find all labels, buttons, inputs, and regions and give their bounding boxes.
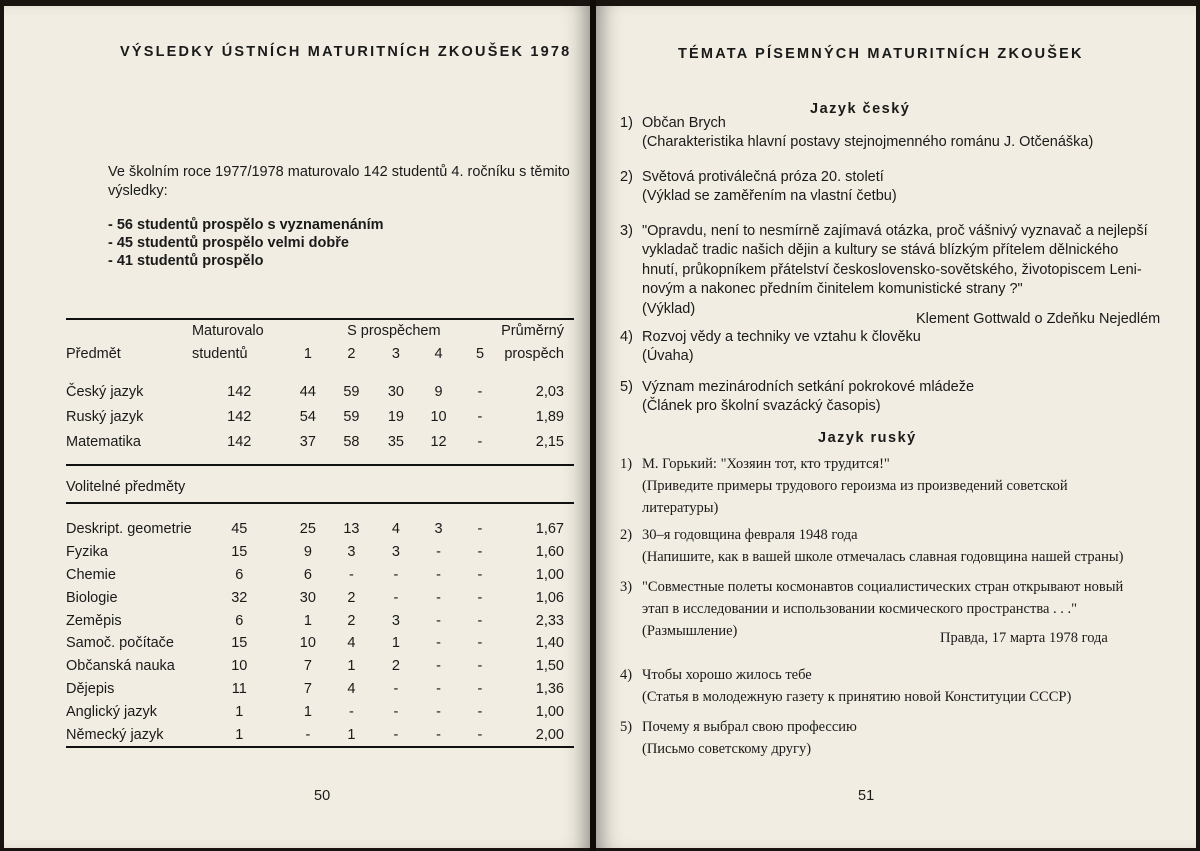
czech-item-line: "Opravdu, není to nesmírně zajímavá otázka, proč vášnivý vyznavač a nejlepší <box>642 223 1148 239</box>
grade-cell: - <box>436 589 441 606</box>
grade-cell: - <box>393 589 399 606</box>
intro-line-1: Ve školním roce 1977/1978 maturovalo 142 studentů 4. ročníku s těmito <box>108 164 570 180</box>
subject-cell: Zeměpis <box>66 612 122 629</box>
subject-cell: Deskript. geometrie <box>66 521 192 538</box>
graduated-cell: 1 <box>235 703 244 720</box>
russian-item-number: 1) <box>620 456 633 472</box>
average-cell: 1,06 <box>535 589 564 606</box>
russian-item-line: (Письмо советскому другу) <box>642 741 812 757</box>
average-cell: 2,03 <box>535 383 564 400</box>
russian-attribution: Правда, 17 марта 1978 года <box>940 630 1108 646</box>
czech-item-number: 5) <box>620 379 633 395</box>
czech-item-line: vykladač tradic našich dějin a kultury se stává blízkým přítelem dělnického <box>642 242 1119 259</box>
graduated-cell: 6 <box>235 612 244 629</box>
czech-item-line: (Úvaha) <box>642 348 694 365</box>
czech-attribution: Klement Gottwald o Zdeňku Nejedlém <box>916 311 1161 327</box>
table-row <box>66 541 574 564</box>
grade-cell: - <box>477 433 483 450</box>
russian-item-line: (Размышление) <box>642 623 738 639</box>
grade-cell: 1 <box>391 635 400 652</box>
grade-cell: 10 <box>430 408 447 425</box>
header-grade-1: 1 <box>303 345 312 362</box>
russian-item-line: 30–я годовщина февраля 1948 года <box>642 527 858 543</box>
grade-cell: 7 <box>303 680 312 697</box>
czech-item-line: hnutí, průkopníkem přátelství československo-sovětského, životopiscem Leni- <box>642 261 1142 278</box>
table-row <box>66 678 574 701</box>
grade-cell: - <box>477 521 483 538</box>
grade-cell: - <box>436 566 441 583</box>
czech-item-line: (Charakteristika hlavní postavy stejnojmenného románu J. Otčenáška) <box>642 134 1094 151</box>
grade-cell: - <box>393 566 399 583</box>
czech-item-line: (Výklad se zaměřením na vlastní četbu) <box>642 188 897 205</box>
grade-cell: 1 <box>303 703 312 720</box>
czech-item-line: (Výklad) <box>642 300 696 317</box>
header-grade-2: 2 <box>347 345 356 362</box>
grade-cell: 4 <box>391 521 400 538</box>
grade-cell: - <box>393 680 399 697</box>
grade-cell: 3 <box>347 544 356 561</box>
czech-item-line: (Článek pro školní svazácký časopis) <box>642 398 881 415</box>
grade-cell: 2 <box>347 612 356 629</box>
grade-cell: - <box>393 703 399 720</box>
czech-item-number: 1) <box>620 115 633 131</box>
russian-item-line: М. Горький: "Хозяин тот, кто трудится!" <box>642 456 890 472</box>
table-row <box>66 700 574 723</box>
average-cell: 1,50 <box>535 658 564 675</box>
russian-item-number: 2) <box>620 527 633 543</box>
russian-item-line: этап в исследовании и использовании космического пространства . . ." <box>642 601 1078 617</box>
page-number-50: 50 <box>314 788 331 804</box>
subject-cell: Český jazyk <box>66 383 144 400</box>
grade-cell: - <box>436 612 441 629</box>
grade-cell: - <box>436 680 441 697</box>
table-row <box>66 379 574 404</box>
czech-item-number: 2) <box>620 169 633 185</box>
grade-cell: - <box>477 612 483 629</box>
grade-cell: - <box>477 566 483 583</box>
czech-item-line: novým a nakonec předním činitelem komunistické strany ?" <box>642 281 1023 298</box>
grade-cell: 1 <box>347 658 356 675</box>
left-page <box>4 6 590 848</box>
subject-cell: Německý jazyk <box>66 726 164 743</box>
average-cell: 1,00 <box>535 566 564 583</box>
grade-cell: 30 <box>299 589 316 606</box>
table-row <box>66 404 574 429</box>
subject-cell: Dějepis <box>66 680 115 697</box>
russian-item-line: "Совместные полеты космонавтов социалистических стран открывают новый <box>642 579 1124 595</box>
page-number-51: 51 <box>858 788 875 804</box>
grade-cell: 58 <box>343 433 360 450</box>
table-row <box>66 429 574 454</box>
average-cell: 2,33 <box>535 612 564 629</box>
table-row <box>66 518 574 541</box>
average-cell: 1,89 <box>535 408 564 425</box>
russian-item-line: (Приведите примеры трудового героизма из произведений советской <box>642 478 1068 494</box>
grade-cell: 6 <box>303 566 312 583</box>
grade-cell: 2 <box>347 589 356 606</box>
grade-cell: 25 <box>299 521 316 538</box>
grade-cell: - <box>349 566 354 583</box>
grade-cell: 3 <box>434 521 443 538</box>
header-grade-3: 3 <box>391 345 400 362</box>
grade-cell: 9 <box>434 383 443 400</box>
grade-cell: 12 <box>430 433 447 450</box>
left-page-title: VÝSLEDKY ÚSTNÍCH MATURITNÍCH ZKOUŠEK 1978 <box>120 44 572 60</box>
graduated-cell: 45 <box>231 521 248 538</box>
grade-cell: - <box>477 680 483 697</box>
graduated-cell: 15 <box>231 544 248 561</box>
russian-item-line: (Статья в молодежную газету к принятию новой Конституции СССР) <box>642 689 1072 705</box>
russian-section-heading: Jazyk ruský <box>818 430 917 446</box>
subject-cell: Chemie <box>66 566 116 583</box>
czech-item-number: 3) <box>620 223 633 239</box>
graduated-cell: 15 <box>231 635 248 652</box>
header-grades-title: S prospěchem <box>287 319 502 342</box>
czech-item-line: Rozvoj vědy a techniky ve vztahu k člověku <box>642 329 921 345</box>
czech-item-line: Světová protiválečná próza 20. století <box>642 169 884 185</box>
grade-cell: - <box>477 383 483 400</box>
summary-line-1: - 56 studentů prospělo s vyznamenáním <box>108 217 384 233</box>
grade-cell: - <box>477 703 483 720</box>
average-cell: 2,15 <box>535 433 564 450</box>
grade-cell: 7 <box>303 658 312 675</box>
grade-cell: 3 <box>391 612 400 629</box>
grade-cell: - <box>477 408 483 425</box>
grade-cell: - <box>436 544 441 561</box>
table-row <box>66 586 574 609</box>
grade-cell: 4 <box>347 635 356 652</box>
elective-heading: Volitelné předměty <box>66 465 574 503</box>
grade-cell: 54 <box>299 408 316 425</box>
grade-cell: - <box>477 658 483 675</box>
graduated-cell: 142 <box>227 383 252 400</box>
graduated-cell: 142 <box>227 433 252 450</box>
header-average-2: prospěch <box>504 345 564 362</box>
grade-cell: - <box>477 589 483 606</box>
subject-cell: Občanská nauka <box>66 658 175 675</box>
grade-cell: 3 <box>391 544 400 561</box>
header-grade-5: 5 <box>475 345 485 362</box>
header-graduated-2: studentů <box>191 345 248 362</box>
header-graduated-1: Maturovalo <box>192 319 287 342</box>
table-row <box>66 564 574 587</box>
grade-cell: 4 <box>347 680 356 697</box>
russian-item-number: 4) <box>620 667 633 683</box>
subject-cell: Anglický jazyk <box>66 703 158 720</box>
czech-section-heading: Jazyk český <box>810 101 911 117</box>
subject-cell: Fyzika <box>66 544 108 561</box>
grade-cell: - <box>477 635 483 652</box>
subject-cell: Matematika <box>66 433 141 450</box>
subject-cell: Samoč. počítače <box>66 635 174 652</box>
graduated-cell: 6 <box>235 566 244 583</box>
russian-item-number: 3) <box>620 579 633 595</box>
results-table <box>66 318 574 750</box>
header-subject: Předmět <box>66 345 121 362</box>
czech-item-number: 4) <box>620 329 633 345</box>
graduated-cell: 142 <box>227 408 252 425</box>
grade-cell: 1 <box>303 612 312 629</box>
grade-cell: - <box>349 703 354 720</box>
subject-cell: Ruský jazyk <box>66 408 144 425</box>
table-row <box>66 632 574 655</box>
average-cell: 1,67 <box>535 521 564 538</box>
grade-cell: - <box>436 658 441 675</box>
subject-cell: Biologie <box>66 589 118 606</box>
average-cell: 1,40 <box>535 635 564 652</box>
grade-cell: - <box>305 726 311 743</box>
russian-item-line: Почему я выбрал свою профессию <box>642 719 857 735</box>
grade-cell: 13 <box>343 521 360 538</box>
russian-item-number: 5) <box>620 719 633 735</box>
table-row <box>66 655 574 678</box>
czech-item-line: Občan Brych <box>642 115 726 131</box>
grade-cell: 9 <box>303 544 312 561</box>
summary-line-3: - 41 studentů prospělo <box>108 253 264 269</box>
right-page-title: TÉMATA PÍSEMNÝCH MATURITNÍCH ZKOUŠEK <box>678 46 1084 62</box>
header-average-1: Průměrný <box>501 319 574 342</box>
grade-cell: 35 <box>387 433 404 450</box>
graduated-cell: 1 <box>235 726 244 743</box>
intro-line-2: výsledky: <box>108 183 168 199</box>
grade-cell: - <box>477 544 483 561</box>
grade-cell: 1 <box>347 726 356 743</box>
header-grade-4: 4 <box>434 345 443 362</box>
russian-item-line: Чтобы хорошо жилось тебе <box>642 667 812 683</box>
grade-cell: 19 <box>387 408 404 425</box>
graduated-cell: 10 <box>231 658 248 675</box>
grade-cell: - <box>436 726 441 743</box>
grade-cell: 30 <box>387 383 404 400</box>
average-cell: 1,36 <box>535 680 564 697</box>
grade-cell: 44 <box>299 383 316 400</box>
right-page <box>596 6 1196 848</box>
grade-cell: 10 <box>299 635 316 652</box>
table-row <box>66 723 574 747</box>
russian-item-line: литературы) <box>642 500 719 516</box>
grade-cell: 59 <box>343 408 360 425</box>
average-cell: 1,00 <box>535 703 564 720</box>
graduated-cell: 32 <box>231 589 248 606</box>
grade-cell: 2 <box>391 658 400 675</box>
grade-cell: 59 <box>343 383 360 400</box>
average-cell: 1,60 <box>535 544 564 561</box>
average-cell: 2,00 <box>535 726 564 743</box>
czech-item-line: Význam mezinárodních setkání pokrokové mládeže <box>642 379 975 395</box>
grade-cell: - <box>436 635 441 652</box>
russian-item-line: (Напишите, как в вашей школе отмечалась славная годовщина нашей страны) <box>642 549 1124 565</box>
grade-cell: - <box>393 726 399 743</box>
table-row <box>66 609 574 632</box>
grade-cell: - <box>436 703 441 720</box>
summary-line-2: - 45 studentů prospělo velmi dobře <box>108 235 349 251</box>
graduated-cell: 11 <box>231 680 247 697</box>
grade-cell: 37 <box>299 433 316 450</box>
grade-cell: - <box>477 726 483 743</box>
